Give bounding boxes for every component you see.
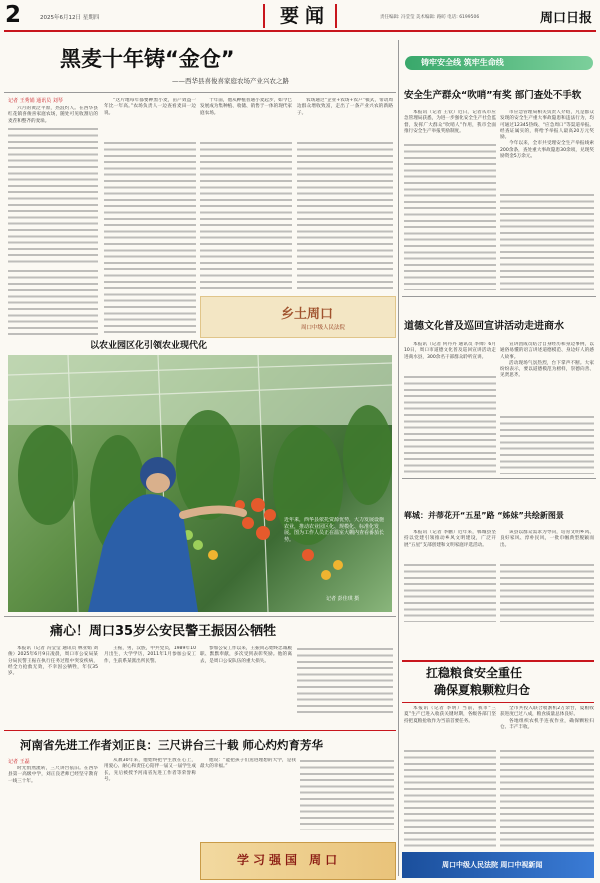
grain-headline-line1: 扛稳粮食安全重任 [426,666,523,680]
martyr-paragraph: 王振，男，汉族，中共党员，1989年10月出生，大学学历，2011年1月参加公安工作，生前系某派出所民警。 [104,646,196,664]
photo-credit: 记者 彭佳琪 摄 [326,596,360,602]
sidebar-article1-paragraph: 本报讯（记者 王钦）近日，记者从市应急管理局获悉，为进一步强化安全生产社会监督，发挥广大群众“吹哨人”作用，我市全面推行安全生产举报奖励制度。 [404,110,496,134]
sidebar-text-block [500,414,594,474]
martyr-paragraph: 参加公安工作以来，王振同志始终忠诚履职、默默奉献，多次受到表彰奖励。他的离去，是周口公安队伍的重大损失。 [200,646,292,664]
page-number: 2 [5,2,22,28]
greenhouse-photo [8,355,392,612]
sidebar-article1-paragraph: 市应急管理局相关负责人介绍，凡是群众发现的安全生产重大事故隐患和违法行为，均可通过12345热线、“应急周口”等渠道举报。经查证属实的，将给予举报人最高20万元奖励。 [500,110,594,141]
teacher-headline: 河南省先进工作者刘正良：三尺讲台三十载 师心灼灼育芳华 [20,738,324,752]
rural-banner-title: 乡土周口 [281,307,334,322]
safety-slogan: 铸牢安全线 筑牢生命线 [421,58,504,67]
sidebar-article2-title: 道德文化普及巡回宣讲活动走进商水 [404,321,564,332]
footer-ad [402,852,594,878]
lead-paragraph: 六月的黄泛平原，热浪灼人。在西华县红花镇喜俊喜家庭农场，随处可见收割后的麦茬和整齐的麦垛。 [8,106,98,124]
lead-text-block [104,140,196,336]
safety-slogan-banner [405,56,593,70]
sidebar-text-block [500,192,594,290]
sidebar-article1-col1 [404,110,496,140]
lead-column-2 [104,98,196,138]
lead-text-block [8,268,98,338]
sidebar-article1-paragraph: 今年以来，全市共受理安全生产举报线索200余条，查处重大事故隐患30余项，兑现奖励资金5万余元。 [500,141,594,160]
martyr-column-1 [8,646,98,716]
lead-column-3 [200,98,292,138]
issue-date: 2025年6月12日 星期四 [40,15,100,21]
masthead-rule [4,30,596,32]
grain-paragraph: 各地组织农机手连夜作业，确保颗粒归仓、丰产丰收。 [500,718,594,730]
lead-column-4 [297,98,393,138]
martyr-paragraph: 本报讯（记者 冯莹莹 通讯员 林亚娟 刘俊）2025年6月9日凌晨，周口市公安局某分局民警王振在执行任务过程中突发疾病，经全力抢救无效，不幸因公牺牲，年仅35岁。 [8,646,98,677]
sidebar-article2-col2 [500,342,594,412]
teacher-column-2 [104,758,196,878]
sidebar-text-block [404,374,496,474]
section-divider-right [335,4,337,28]
photo-title: 以农业园区化引领农业现代化 [90,341,208,351]
lead-text-block [297,140,393,290]
grain-paragraph: 本报讯（记者 李明）当前，我市“三夏”生产已进入收获关键时期，各级各部门坚持把夏粮抢收作为当前首要任务。 [404,706,496,724]
grain-paragraph: 全市共投入联合收割机2万余台，夏粮收获进度已过八成，粮食质量总体良好。 [500,706,594,718]
grain-text-block [404,748,496,848]
martyr-text-block [297,646,393,716]
sidebar-article3-col2 [500,530,594,560]
martyr-column-2 [104,646,196,716]
photo-caption: 近年来，西华县依托资源优势，大力发展设施农业，推动农业园区化、规模化、标准化发展。图为工作人员正在温室大棚内查看番茄长势。 [284,517,385,543]
teacher-paragraph: 他说：“能把孩子们送进理想的大学，是我最大的幸福。” [200,758,296,770]
sidebar-article3-col1 [404,530,496,560]
sidebar-article1-title: 安全生产群众“吹哨”有奖 部门查处不手软 [404,90,582,101]
sidebar-text-block [404,562,496,622]
grain-headline-box [402,660,594,703]
teacher-paragraph: 从教30年来，他始终把学生放在心上，用爱心、耐心和责任心陪伴一届又一届学生成长，先后被授予河南省先进工作者等荣誉称号。 [104,758,196,782]
rural-banner-tag: 周口中级人民法院 [301,325,346,331]
grain-headline-line2: 确保夏粮颗粒归仓 [434,683,531,697]
lead-paragraph: 农场通过“企业+农场+农户”模式，带动周边群众增收致富，走出了一条产业兴农的新路子。 [297,98,393,116]
footer-ad-text: 周口中级人民法院 周口中视新闻 [442,861,543,869]
photo-title-bar [10,340,392,352]
lead-rule [4,92,396,93]
paper-name: 周口日报 [540,11,593,26]
rural-banner [200,296,396,338]
study-banner [200,842,396,880]
grain-column-1 [404,706,496,746]
sidebar-rule [402,478,596,479]
lead-byline: 记者 王秀娟 通讯员 刘琴 [8,98,63,104]
sidebar-article3-title: 郸城：并蒂花开“五星”路 “姊妹”共绘新图景 [404,511,564,520]
lead-paragraph: 十年前，他从种植普通小麦起步，如今已发展成为集种植、收储、销售于一体的现代家庭农场。 [200,98,292,116]
sidebar-article2-col1 [404,342,496,372]
teacher-rule [4,730,396,731]
martyr-headline: 痛心！周口35岁公安民警王振因公牺牲 [50,624,277,639]
section-divider-left [263,4,265,28]
martyr-rule [4,616,396,617]
teacher-paragraph: 时光悄然流转，三尺讲台依旧。在西华县第一高级中学，刘正良老师已经坚守教育一线三十年。 [8,766,98,784]
teacher-text-block [300,758,394,830]
lead-subhead: ——西华县喜俊喜家庭农场产业兴农之路 [172,77,289,85]
sidebar-text-block [500,562,594,622]
teacher-column-1 [8,766,98,878]
martyr-column-3 [200,646,292,716]
sidebar-article3-paragraph: 本报讯（记者 李鹏）近年来，郸城县坚持以党建引领推动乡风文明建设，广泛开展“五星”支部创建和文明家庭评选活动。 [404,530,496,548]
sidebar-rule [402,296,596,297]
column-separator [398,40,399,876]
editor-credits: 责任编辑: 冯莹莹 美术编辑: 路昉 电话: 6199506 [380,15,480,20]
teacher-byline: 记者 王磊 [8,759,30,765]
lead-text-block [200,140,292,290]
sidebar-article2-paragraph: 活动现场气氛热烈，台下掌声不断。大家纷纷表示，要以道德模范为榜样，崇德向善、见贤思齐。 [500,360,594,379]
lead-paragraph: “这片地每年都要种黑小麦，亩产效益一年比一年高。”农场负责人一边查看麦田一边说。 [104,98,196,116]
lead-headline: 黑麦十年铸“金仓” [60,47,235,71]
sidebar-article2-paragraph: 宣讲团成员结合自身经历和身边事例，以通俗易懂的语言讲述道德模范、身边好人的感人故事。 [500,342,594,360]
grain-column-2 [500,706,594,746]
sidebar-article3-paragraph: 该县以群众需求为导向，培育文明乡风、良好家风、淳朴民风，一批巾帼典型脱颖而出。 [500,530,594,548]
section-title: 要闻 [280,5,331,27]
sidebar-article2-paragraph: 本报讯（记者 何丹丹 通讯员 李帅）6月10日，周口市道德文化普及巡回宣讲活动走进商水县，300余名干部群众聆听宣讲。 [404,342,496,360]
grain-text-block [500,748,594,848]
study-banner-text: 学习强国 周口 [237,853,342,867]
teacher-column-3 [200,758,296,828]
sidebar-article1-col2 [500,110,594,190]
sidebar-text-block [404,142,496,290]
lead-text-block [8,126,98,266]
